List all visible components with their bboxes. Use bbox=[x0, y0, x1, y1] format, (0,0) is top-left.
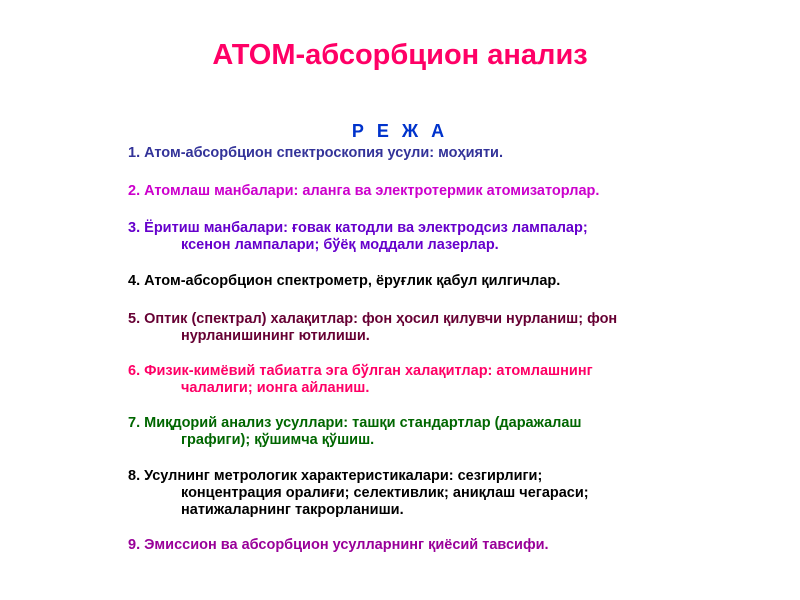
list-item-4 bbox=[128, 273, 688, 290]
list-item-8-line-3: натижаларнинг такрорланиши. bbox=[181, 502, 404, 518]
list-item-1-line-1: 1. Атом-абсорбцион спектроскопия усули: моҳияти. bbox=[128, 145, 503, 161]
list-item-7-line-1: 7. Миқдорий анализ усуллари: ташқи стандартлар (даражалаш bbox=[128, 415, 582, 431]
list-item-8-line-1: 8. Усулнинг метрологик характеристикалари: сезгирлиги; bbox=[128, 468, 543, 484]
plan-heading: Р Е Ж А bbox=[351, 121, 449, 141]
list-item-9-line-1: 9. Эмиссион ва абсорбцион усулларнинг қиёсий тавсифи. bbox=[128, 537, 549, 553]
page-title: АТОМ-абсорбцион анализ bbox=[212, 39, 588, 71]
list-item-8-line-2: концентрация оралиғи; селективлик; аниқлаш чегараси; bbox=[181, 485, 589, 501]
list-item-2-line-1: 2. Атомлаш манбалари: аланга ва электротермик атомизаторлар. bbox=[128, 183, 600, 199]
list-item-3-line-2: ксенон лампалари; бўёқ моддали лазерлар. bbox=[181, 237, 499, 253]
list-item-6-line-2: чалалиги; ионга айланиш. bbox=[181, 380, 370, 396]
list-item-6-line-1: 6. Физик-кимёвий табиатга эга бўлган халақитлар: атомлашнинг bbox=[128, 363, 593, 379]
list-item-5 bbox=[128, 311, 688, 345]
list-item-1 bbox=[128, 145, 688, 162]
list-item-2 bbox=[128, 183, 688, 200]
list-item-3 bbox=[128, 220, 688, 254]
list-item-9 bbox=[128, 537, 688, 554]
list-item-3-line-1: 3. Ёритиш манбалари: ғовак катодли ва электродсиз лампалар; bbox=[128, 220, 588, 236]
list-item-5-line-2: нурланишининг ютилиши. bbox=[181, 328, 370, 344]
list-item-7-line-2: графиги); қўшимча қўшиш. bbox=[181, 432, 375, 448]
list-item-8 bbox=[128, 468, 688, 519]
list-item-6 bbox=[128, 363, 688, 397]
list-item-4-line-1: 4. Атом-абсорбцион спектрометр, ёруғлик қабул қилгичлар. bbox=[128, 273, 561, 289]
list-item-5-line-1: 5. Оптик (спектрал) халақитлар: фон ҳосил қилувчи нурланиш; фон bbox=[128, 311, 618, 327]
list-item-7 bbox=[128, 415, 688, 449]
